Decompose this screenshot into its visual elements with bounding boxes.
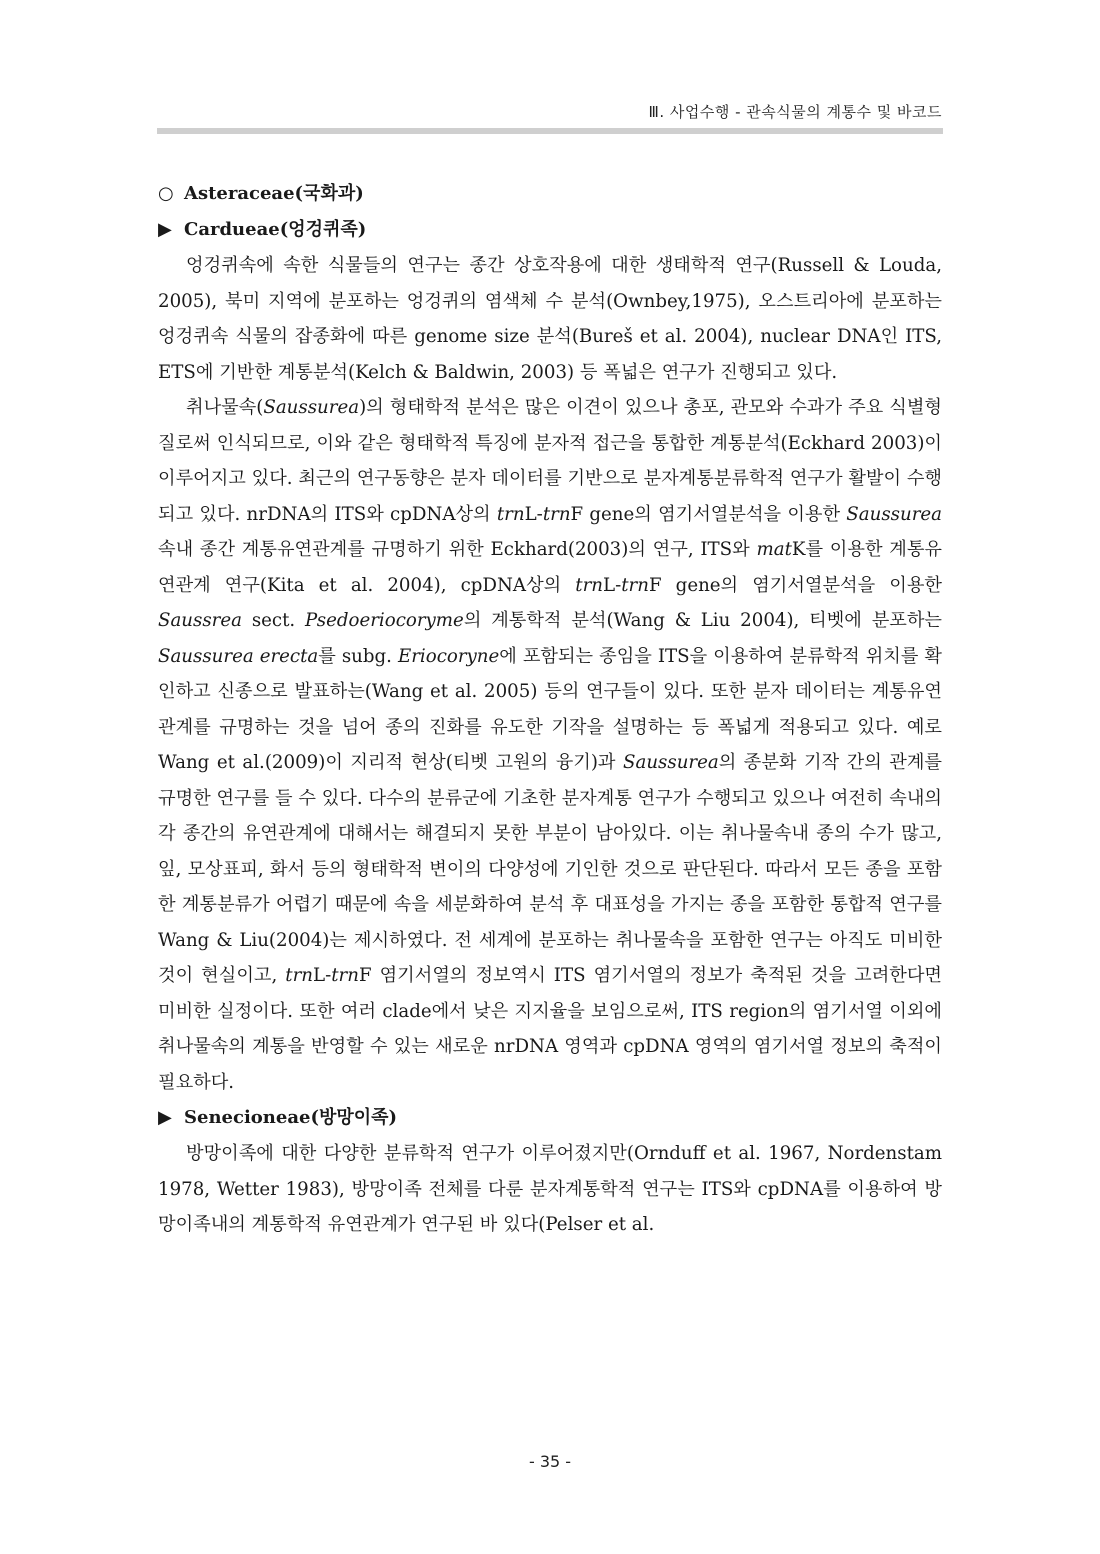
triangle-bullet-icon: ▶ — [158, 219, 172, 240]
subsection-title: Senecioneae(방망이족) — [184, 1107, 398, 1128]
subsection-heading-cardueae — [158, 212, 942, 248]
page-number: - 35 - — [528, 1452, 572, 1471]
section-title: Asteraceae(국화과) — [184, 183, 364, 204]
paragraph-saussurea-research: 취나물속(Saussurea)의 형태학적 분석은 많은 이견이 있으나 총포, 관모와 수과가 주요 식별형질로써 인식되므로, 이와 같은 형태학적 특징에 분자적 접근을 통합한 계통분석(Eckhard 2003)이 이루어지고 있다. 최근의 연구동향은 분자 데이터를 기반으로 분자계통분류학적 연구가 활발이 수행되고 있다. nrDNA의 ITS와 cpDNA상의 trnL-trnF gene의 염기서열분석을 이용한 Saussurea 속내 종간 계통유연관계를 규명하기 위한 Eckhard(2003)의 연구, ITS와 matK를 이용한 계통유연관계 연구(Kita et al. 2004), cpDNA상의 trnL-trnF gene의 염기서열분석을 이용한 Saussrea sect. Psedoeriocoryme의 계통학적 분석(Wang & Liu 2004), 티벳에 분포하는 Saussurea erecta를 subg. Eriocoryne에 포함되는 종임을 ITS을 이용하여 분류학적 위치를 확인하고 신종으로 발표하는(Wang et al. 2005) 등의 연구들이 있다. 또한 분자 데이터는 계통유연관계를 규명하는 것을 넘어 종의 진화를 유도한 기작을 설명하는 등 폭넓게 적용되고 있다. 예로 Wang et al.(2009)이 지리적 현상(티벳 고원의 융기)과 Saussurea의 종분화 기작 간의 관계를 규명한 연구를 들 수 있다. 다수의 분류군에 기초한 분자계통 연구가 수행되고 있으나 여전히 속내의 각 종간의 유연관계에 대해서는 해결되지 못한 부분이 남아있다. 이는 취나물속내 종의 수가 많고, 잎, 모상표피, 화서 등의 형태학적 변이의 다양성에 기인한 것으로 판단된다. 따라서 모든 종을 포함한 계통분류가 어렵기 때문에 속을 세분화하여 분석 후 대표성을 가지는 종을 포함한 통합적 연구를 Wang & Liu(2004)는 제시하였다. 전 세계에 분포하는 취나물속을 포함한 연구는 아직도 미비한 것이 현실이고, trnL-trnF 염기서열의 정보역시 ITS 염기서열의 정보가 축적된 것을 고려한다면 미비한 실정이다. 또한 여러 clade에서 낮은 지지율을 보임으로써, ITS region의 염기서열 이외에 취나물속의 계통을 반영할 수 있는 새로운 nrDNA 영역과 cpDNA 영역의 염기서열 정보의 축적이 필요하다. — [158, 397, 943, 1093]
triangle-bullet-icon: ▶ — [158, 1107, 172, 1128]
paragraph-senecioneae-research: 방망이족에 대한 다양한 분류학적 연구가 이루어졌지만(Ornduff et al. 1967, Nordenstam 1978, Wetter 1983), 방망이족 전체를 다룬 분자계통학적 연구는 ITS와 cpDNA를 이용하여 방망이족내의 계통학적 유연관계가 연구된 바 있다(Pelser et al. — [158, 1143, 942, 1235]
circle-bullet-icon: ○ — [158, 183, 174, 204]
paragraph-cirsium-research: 엉겅퀴속에 속한 식물들의 연구는 종간 상호작용에 대한 생태학적 연구(Russell & Louda, 2005), 북미 지역에 분포하는 엉겅퀴의 염색체 수 분석(Ownbey,1975), 오스트리아에 분포하는 엉겅퀴속 식물의 잡종화에 따른 genome size 분석(Bureš et al. 2004), nuclear DNA인 ITS, ETS에 기반한 계통분석(Kelch & Baldwin, 2003) 등 폭넓은 연구가 진행되고 있다. — [158, 255, 942, 383]
subsection-heading-senecioneae — [158, 1100, 942, 1136]
subsection-title: Cardueae(엉겅퀴족) — [184, 219, 367, 240]
header-rule — [157, 128, 943, 134]
section-heading-asteraceae — [158, 176, 942, 212]
page-body — [158, 176, 942, 1243]
running-header: Ⅲ. 사업수행 - 관속식물의 계통수 및 바코드 — [648, 103, 942, 121]
